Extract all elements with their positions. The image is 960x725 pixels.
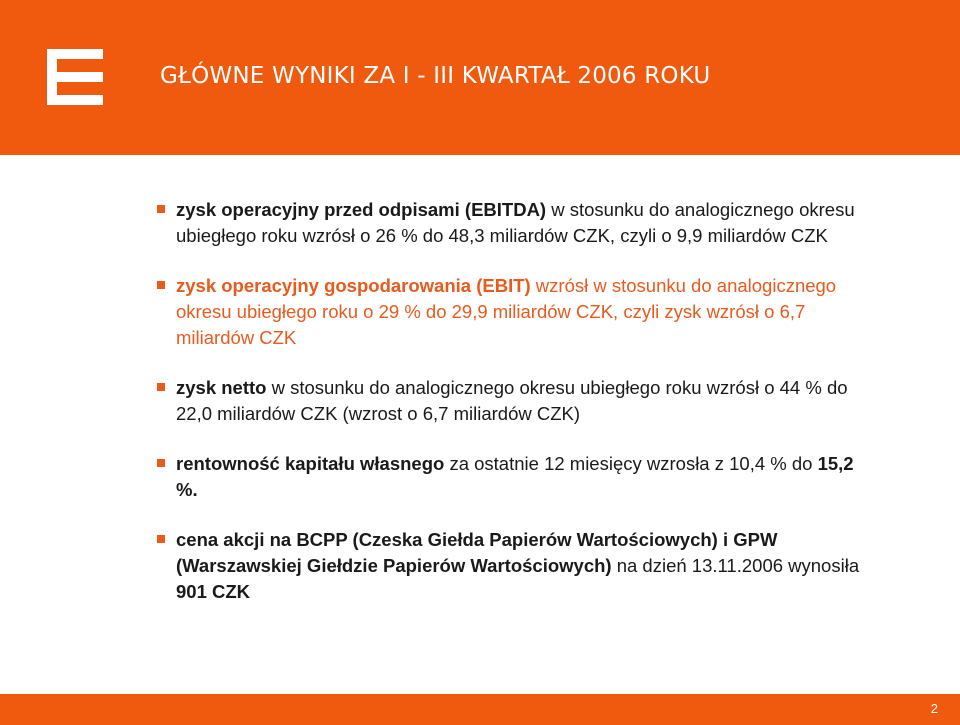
- item-text: wzrósł w stosunku do analogicznego okresu ubiegłego roku o 29 % do 29,9 miliardów CZK, czyli zysk wzrósł o 6,7 miliardów CZK: [176, 275, 837, 348]
- list-item-ebitda: [155, 197, 875, 249]
- item-bold-text: zysk operacyjny gospodarowania (EBIT): [176, 275, 531, 296]
- list-item-roe: [155, 451, 875, 503]
- bullet-list: [155, 197, 875, 605]
- page-number: 2: [930, 701, 938, 716]
- item-text: na dzień 13.11.2006 wynosiła: [611, 555, 860, 576]
- item-bold-text: zysk operacyjny przed odpisami (EBITDA): [176, 199, 547, 220]
- item-bold-text: rentowność kapitału własnego: [176, 453, 445, 474]
- square-bullet-icon: [157, 459, 165, 467]
- company-logo-icon: [47, 49, 103, 105]
- item-bold-text: zysk netto: [176, 377, 267, 398]
- list-item-ebit: [155, 273, 875, 351]
- square-bullet-icon: [157, 383, 165, 391]
- item-bold-value: 901 CZK: [176, 581, 251, 602]
- square-bullet-icon: [157, 535, 165, 543]
- square-bullet-icon: [157, 205, 165, 213]
- list-item-share-price: [155, 527, 875, 605]
- page-title: GŁÓWNE WYNIKI ZA I - III KWARTAŁ 2006 ROKU: [160, 63, 711, 89]
- item-bold-text: cena akcji na BCPP (Czeska Giełda Papierów Wartościowych) i GPW (Warszawskiej Giełdzie Papierów Wartościowych): [176, 529, 778, 576]
- list-item-net-profit: [155, 375, 875, 427]
- header-banner: [0, 0, 960, 155]
- square-bullet-icon: [157, 281, 165, 289]
- item-text: za ostatnie 12 miesięcy wzrosła z 10,4 % do: [444, 453, 818, 474]
- item-text: w stosunku do analogicznego okresu ubiegłego roku wzrósł o 26 % do 48,3 miliardów CZK, czyli o 9,9 miliardów CZK: [176, 199, 855, 246]
- footer-bar: [0, 694, 960, 725]
- item-bold-value: 15,2 %.: [176, 453, 854, 500]
- item-text: w stosunku do analogicznego okresu ubiegłego roku wzrósł o 44 % do 22,0 miliardów CZK (wzrost o 6,7 miliardów CZK): [176, 377, 848, 424]
